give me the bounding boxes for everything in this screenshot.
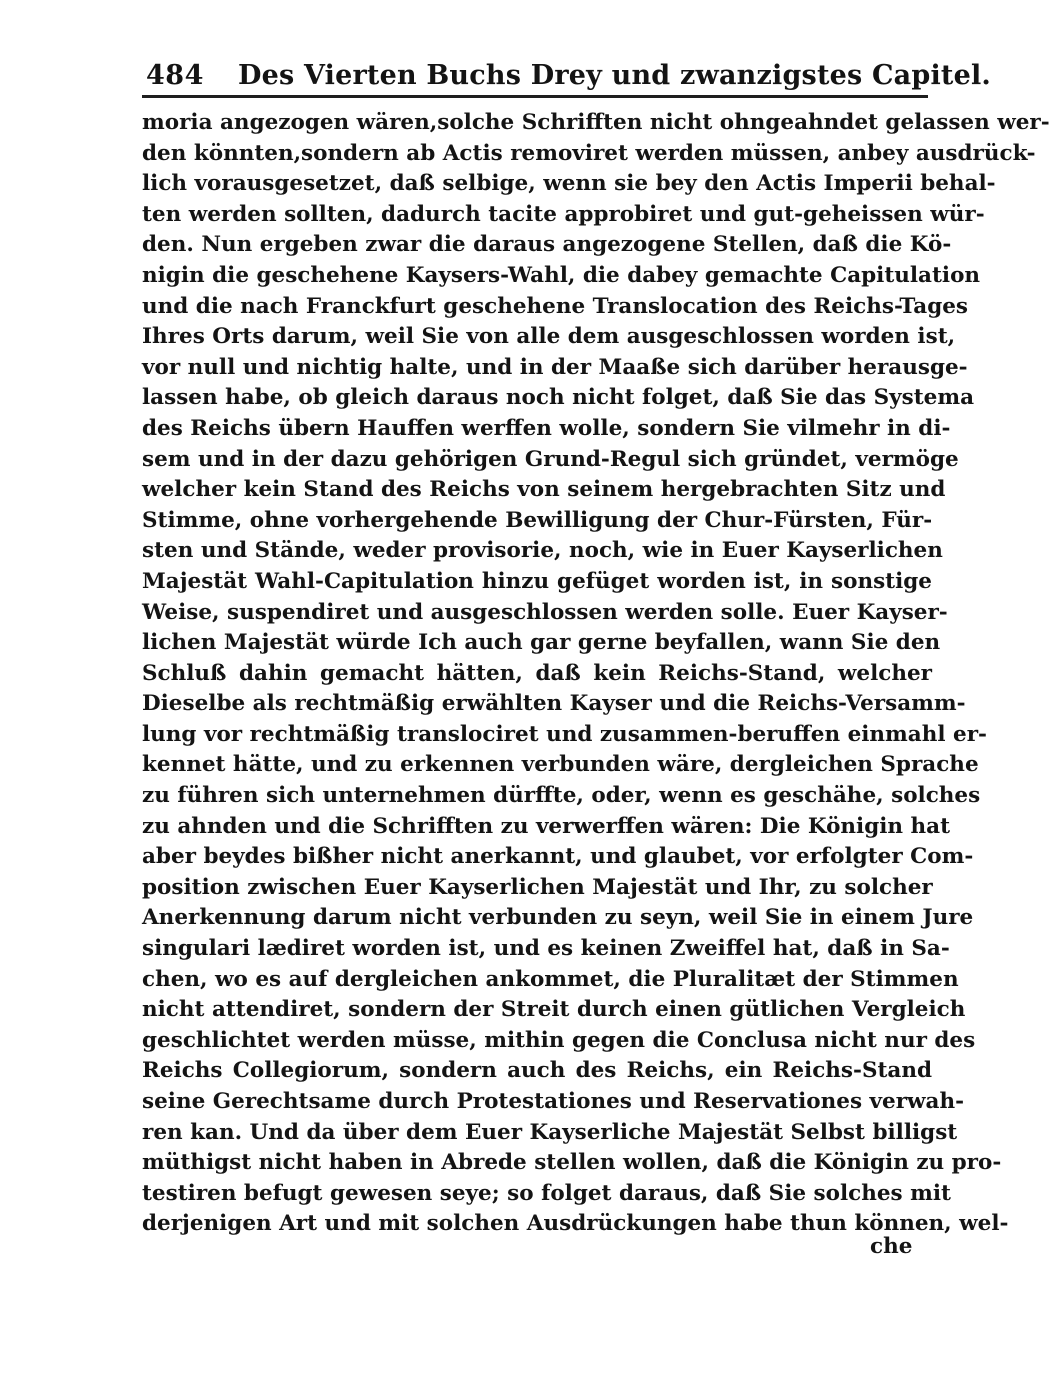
text-line: nigin die geschehene Kaysers-Wahl, die dabey gemachte Capitulation	[142, 262, 981, 288]
text-line: zu ahnden und die Schrifften zu verwerffen wären: Die Königin hat	[142, 813, 951, 839]
text-line: Anerkennung darum nicht verbunden zu seyn, weil Sie in einem Jure	[142, 905, 974, 931]
text-line: den könnten,sondern ab Actis removiret werden müssen, anbey ausdrück-	[142, 140, 1036, 166]
text-line: zu führen sich unternehmen dürffte, oder, wenn es geschähe, solches	[142, 783, 981, 809]
text-line: moria angezogen wären,solche Schrifften nicht ohngeahndet gelassen wer-	[142, 110, 1050, 135]
text-line: Stimme, ohne vorhergehende Bewilligung der Chur-Fürsten, Für-	[142, 507, 933, 533]
text-line: und die nach Franckfurt geschehene Translocation des Reichs-Tages	[142, 293, 969, 319]
running-head: Des Vierten Buchs Drey und zwanzigstes Capitel.	[238, 60, 992, 91]
text-line: seine Gerechtsame durch Protestationes und Reservationes verwah-	[142, 1089, 965, 1114]
text-line: lich vorausgesetzet, daß selbige, wenn sie bey den Actis Imperii behal-	[142, 171, 996, 197]
text-line: des Reichs übern Hauffen werffen wolle, sondern Sie vilmehr in di-	[142, 415, 951, 441]
text-line: lung vor rechtmäßig translociret und zusammen-beruffen einmahl er-	[142, 721, 987, 747]
catchword: che	[870, 1234, 913, 1259]
text-line: chen, wo es auf dergleichen ankommet, die Pluralitæt der Stimmen	[142, 966, 959, 992]
text-line: nicht attendiret, sondern der Streit durch einen gütlichen Vergleich	[142, 997, 966, 1023]
text-line: kennet hätte, und zu erkennen verbunden wäre, dergleichen Sprache	[142, 752, 979, 778]
text-line: Dieselbe als rechtmäßig erwählten Kayser und die Reichs-Versamm-	[142, 691, 966, 717]
text-line: Schluß dahin gemacht hätten, daß kein Reichs-Stand, welcher	[142, 660, 932, 686]
text-line: welcher kein Stand des Reichs von seinem hergebrachten Sitz und	[142, 477, 946, 503]
text-line: lichen Majestät würde Ich auch gar gerne beyfallen, wann Sie den	[142, 630, 941, 656]
text-line: derjenigen Art und mit solchen Ausdrückungen habe thun können, wel-	[142, 1211, 1009, 1237]
text-line: Ihres Orts darum, weil Sie von alle dem ausgeschlossen worden ist,	[142, 324, 956, 350]
text-line: Majestät Wahl-Capitulation hinzu gefüget worden ist, in sonstige	[142, 568, 932, 594]
text-line: sten und Stände, weder provisorie, noch, wie in Euer Kayserlichen	[142, 538, 943, 564]
text-line: den. Nun ergeben zwar die daraus angezogene Stellen, daß die Kö-	[142, 232, 952, 258]
body-text	[142, 108, 1050, 1240]
text-line: lassen habe, ob gleich daraus noch nicht folget, daß Sie das Systema	[142, 385, 975, 411]
text-line: aber beydes bißher nicht anerkannt, und glaubet, vor erfolgter Com-	[142, 844, 974, 870]
text-line: Reichs Collegiorum, sondern auch des Reichs, ein Reichs-Stand	[142, 1058, 932, 1084]
text-line: vor null und nichtig halte, und in der Maaße sich darüber herausge-	[142, 354, 968, 380]
header-rule	[142, 95, 928, 98]
text-line: Weise, suspendiret und ausgeschlossen werden solle. Euer Kayser-	[142, 599, 948, 625]
text-line: testiren befugt gewesen seye; so folget daraus, daß Sie solches mit	[142, 1180, 951, 1206]
text-line: sem und in der dazu gehörigen Grund-Regul sich gründet, vermöge	[142, 446, 959, 472]
text-line: singulari lædiret worden ist, und es keinen Zweiffel hat, daß in Sa-	[142, 936, 950, 962]
text-line: müthigst nicht haben in Abrede stellen wollen, daß die Königin zu pro-	[142, 1150, 1002, 1176]
text-line: ten werden sollten, dadurch tacite approbiret und gut-geheissen wür-	[142, 201, 985, 227]
page-header	[142, 50, 992, 96]
text-line: ren kan. Und da über dem Euer Kayserliche Majestät Selbst billigst	[142, 1119, 958, 1145]
text-line: geschlichtet werden müsse, mithin gegen die Conclusa nicht nur des	[142, 1027, 976, 1053]
page-number: 484	[146, 60, 204, 91]
text-line: position zwischen Euer Kayserlichen Majestät und Ihr, zu solcher	[142, 874, 933, 900]
